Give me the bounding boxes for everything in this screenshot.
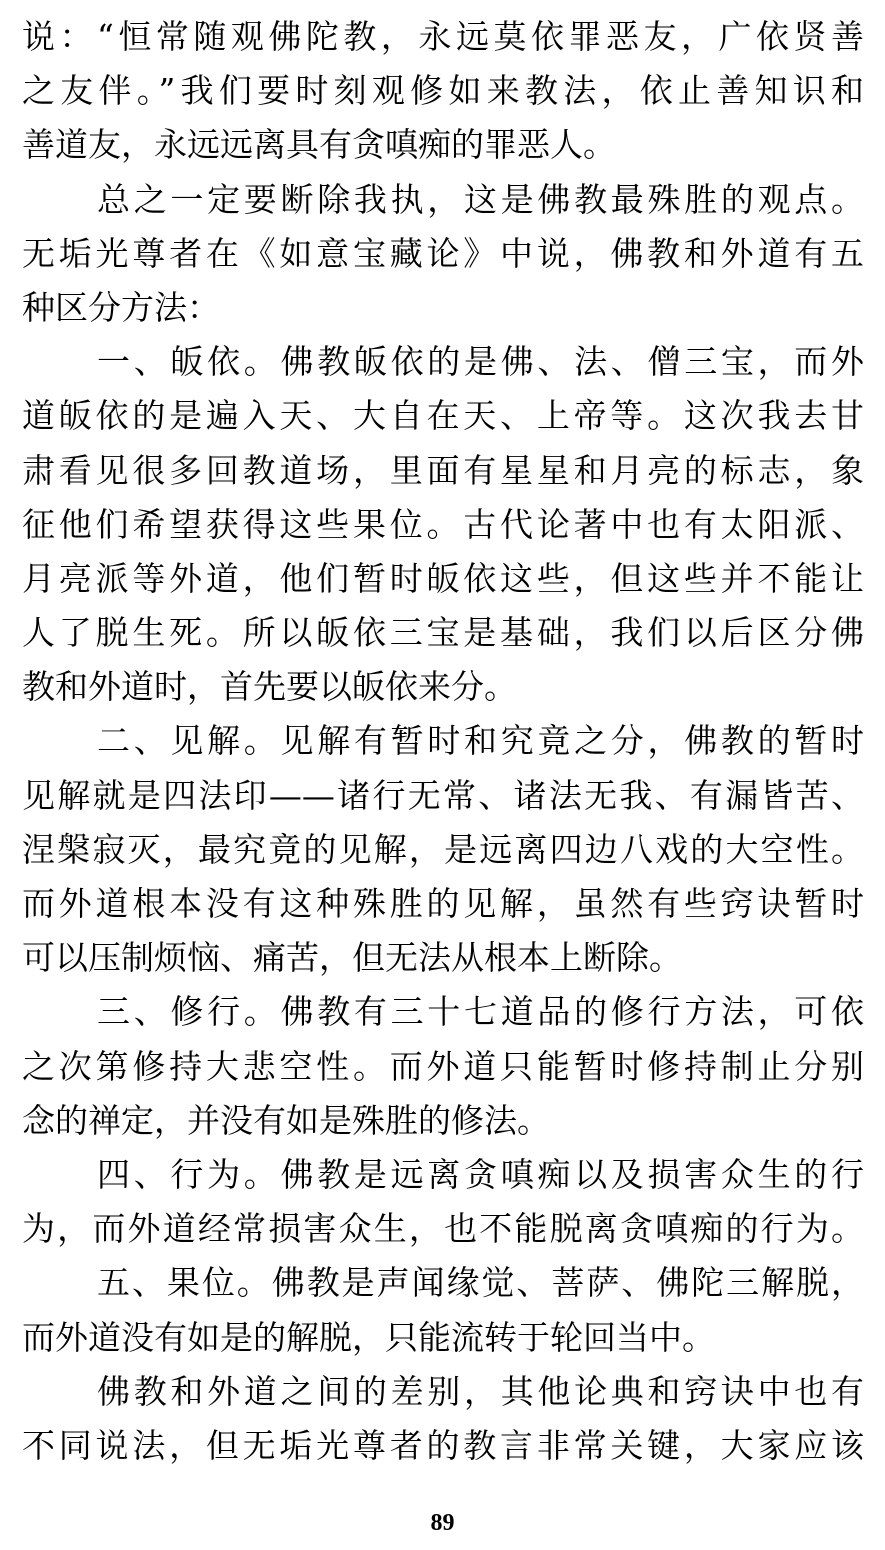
paragraph-start-line: 佛教和外道之间的差别，其他论典和窍诀中也有 xyxy=(97,1371,864,1411)
text-line: 可以压制烦恼、痛苦，但无法从根本上断除。 xyxy=(22,938,682,978)
paragraph-start-line: 二、见解。见解有暂时和究竟之分，佛教的暂时 xyxy=(97,721,864,761)
page-number: 89 xyxy=(430,1510,455,1536)
text-line: 种区分方法： xyxy=(22,287,220,327)
text-line: 之友伴。”我们要时刻观修如来教法，依止善知识和 xyxy=(22,71,864,111)
text-line: 为，而外道经常损害众生，也不能脱离贪嗔痴的行为。 xyxy=(22,1209,864,1249)
text-line: 征他们希望获得这些果位。古代论著中也有太阳派、 xyxy=(22,504,864,544)
text-line: 教和外道时，首先要以皈依来分。 xyxy=(22,667,517,707)
paragraph-start-line: 三、修行。佛教有三十七道品的修行方法，可依 xyxy=(97,992,864,1032)
paragraph-start-line: 五、果位。佛教是声闻缘觉、菩萨、佛陀三解脱， xyxy=(97,1263,864,1303)
text-line: 人了脱生死。所以皈依三宝是基础，我们以后区分佛 xyxy=(22,613,864,653)
body-text xyxy=(22,10,864,1473)
text-line: 无垢光尊者在《如意宝藏论》中说，佛教和外道有五 xyxy=(22,233,864,273)
paragraph-start-line: 四、行为。佛教是远离贪嗔痴以及损害众生的行 xyxy=(97,1154,864,1194)
text-line: 而外道没有如是的解脱，只能流转于轮回当中。 xyxy=(22,1317,715,1357)
text-line: 之次第修持大悲空性。而外道只能暂时修持制止分别 xyxy=(22,1046,864,1086)
text-line: 肃看见很多回教道场，里面有星星和月亮的标志，象 xyxy=(22,450,864,490)
text-line: 不同说法，但无垢光尊者的教言非常关键，大家应该 xyxy=(22,1425,864,1465)
paragraph-start-line: 一、皈依。佛教皈依的是佛、法、僧三宝，而外 xyxy=(97,342,864,382)
text-line: 道皈依的是遍入天、大自在天、上帝等。这次我去甘 xyxy=(22,396,864,436)
text-line: 念的禅定，并没有如是殊胜的修法。 xyxy=(22,1100,550,1140)
text-line: 见解就是四法印——诸行无常、诸法无我、有漏皆苦、 xyxy=(22,775,864,815)
text-line: 善道友，永远远离具有贪嗔痴的罪恶人。 xyxy=(22,125,616,165)
text-line: 而外道根本没有这种殊胜的见解，虽然有些窍诀暂时 xyxy=(22,884,864,923)
text-line: 说：“恒常随观佛陀教，永远莫依罪恶友，广依贤善 xyxy=(22,17,864,56)
text-line: 涅槃寂灭，最究竟的见解，是远离四边八戏的大空性。 xyxy=(22,829,864,869)
text-line: 月亮派等外道，他们暂时皈依这些，但这些并不能让 xyxy=(22,558,864,598)
paragraph-start-line: 总之一定要断除我执，这是佛教最殊胜的观点。 xyxy=(97,179,864,219)
